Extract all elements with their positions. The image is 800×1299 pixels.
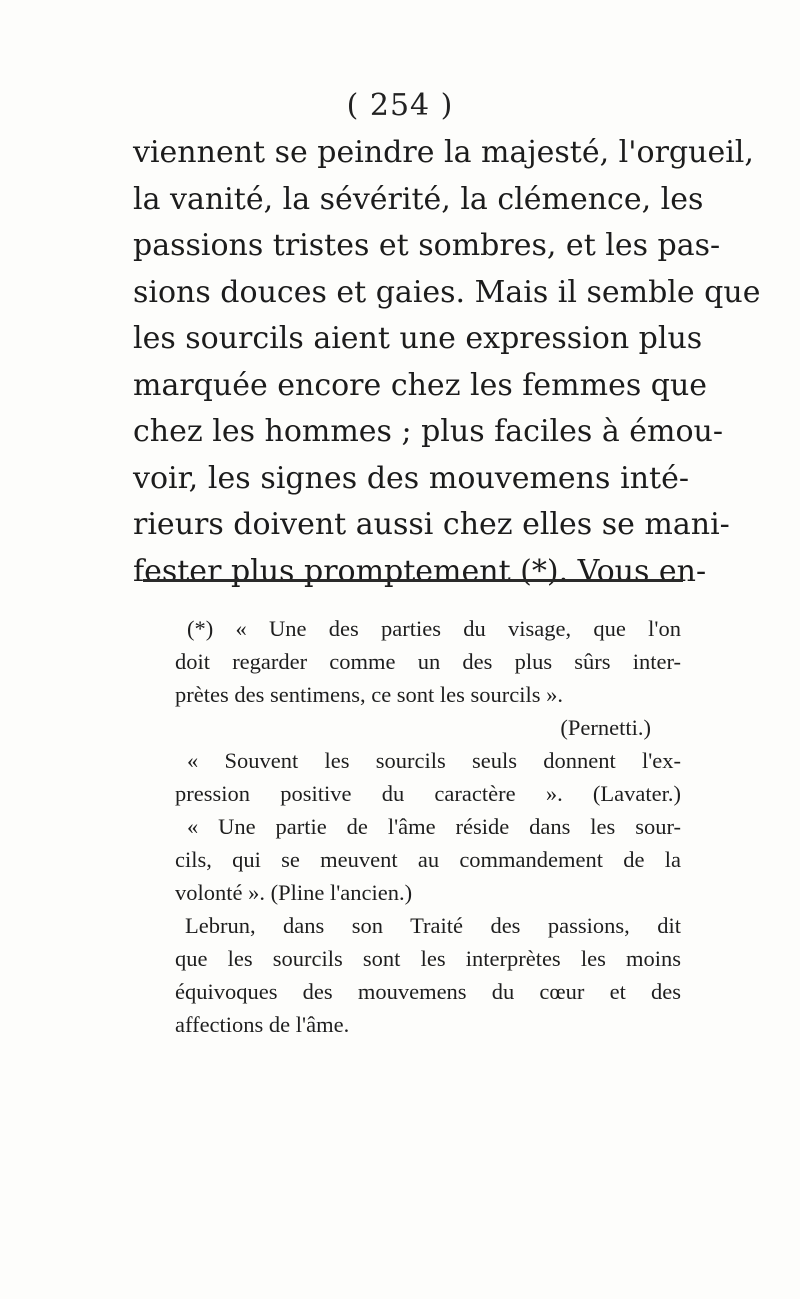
footnote-line: « Souvent les sourcils seuls donnent l'ex- (187, 748, 681, 773)
text-line: passions tristes et sombres, et les pas- (133, 228, 721, 263)
footnote-line: volonté ». (Pline l'ancien.) (175, 880, 413, 905)
footnote-line: doit regarder comme un des plus sûrs inter- (175, 649, 681, 674)
footnote-line: prètes des sentimens, ce sont les sourcils ». (175, 682, 564, 707)
page-number: ( 254 ) (346, 88, 454, 123)
text-line: marquée encore chez les femmes que (133, 367, 708, 403)
text-line: fester plus promptement (*). Vous en- (133, 553, 707, 589)
text-line: voir, les signes des mouvemens inté- (133, 460, 689, 496)
text-line: sions douces et gaies. Mais il semble que (133, 274, 761, 310)
text-line: rieurs doivent aussi chez elles se mani- (133, 507, 730, 542)
footnote-line: équivoques des mouvemens du cœur et des (175, 979, 681, 1004)
text-line: la vanité, la sévérité, la clémence, les (133, 181, 704, 217)
text-line: les sourcils aient une expression plus (133, 321, 703, 356)
footnote-divider (143, 579, 683, 582)
footnote-line: cils, qui se meuvent au commandement de la (175, 847, 681, 872)
footnote-line: que les sourcils sont les interprètes les moins (175, 946, 681, 971)
footnote-line: (*) « Une des parties du visage, que l'on (187, 616, 681, 641)
footnotes (175, 612, 681, 1041)
text-line: viennent se peindre la majesté, l'orgueil, (133, 135, 754, 170)
footnote-citation: (Pernetti.) (560, 715, 651, 740)
footnote-line: « Une partie de l'âme réside dans les sour- (187, 814, 681, 839)
footnote-line: Lebrun, dans son Traité des passions, dit (185, 913, 681, 938)
main-text (133, 130, 761, 595)
footnote-line: pression positive du caractère ». (Lavater.) (175, 781, 681, 806)
footnote-line: affections de l'âme. (175, 1012, 350, 1037)
text-line: chez les hommes ; plus faciles à émou- (133, 414, 723, 449)
